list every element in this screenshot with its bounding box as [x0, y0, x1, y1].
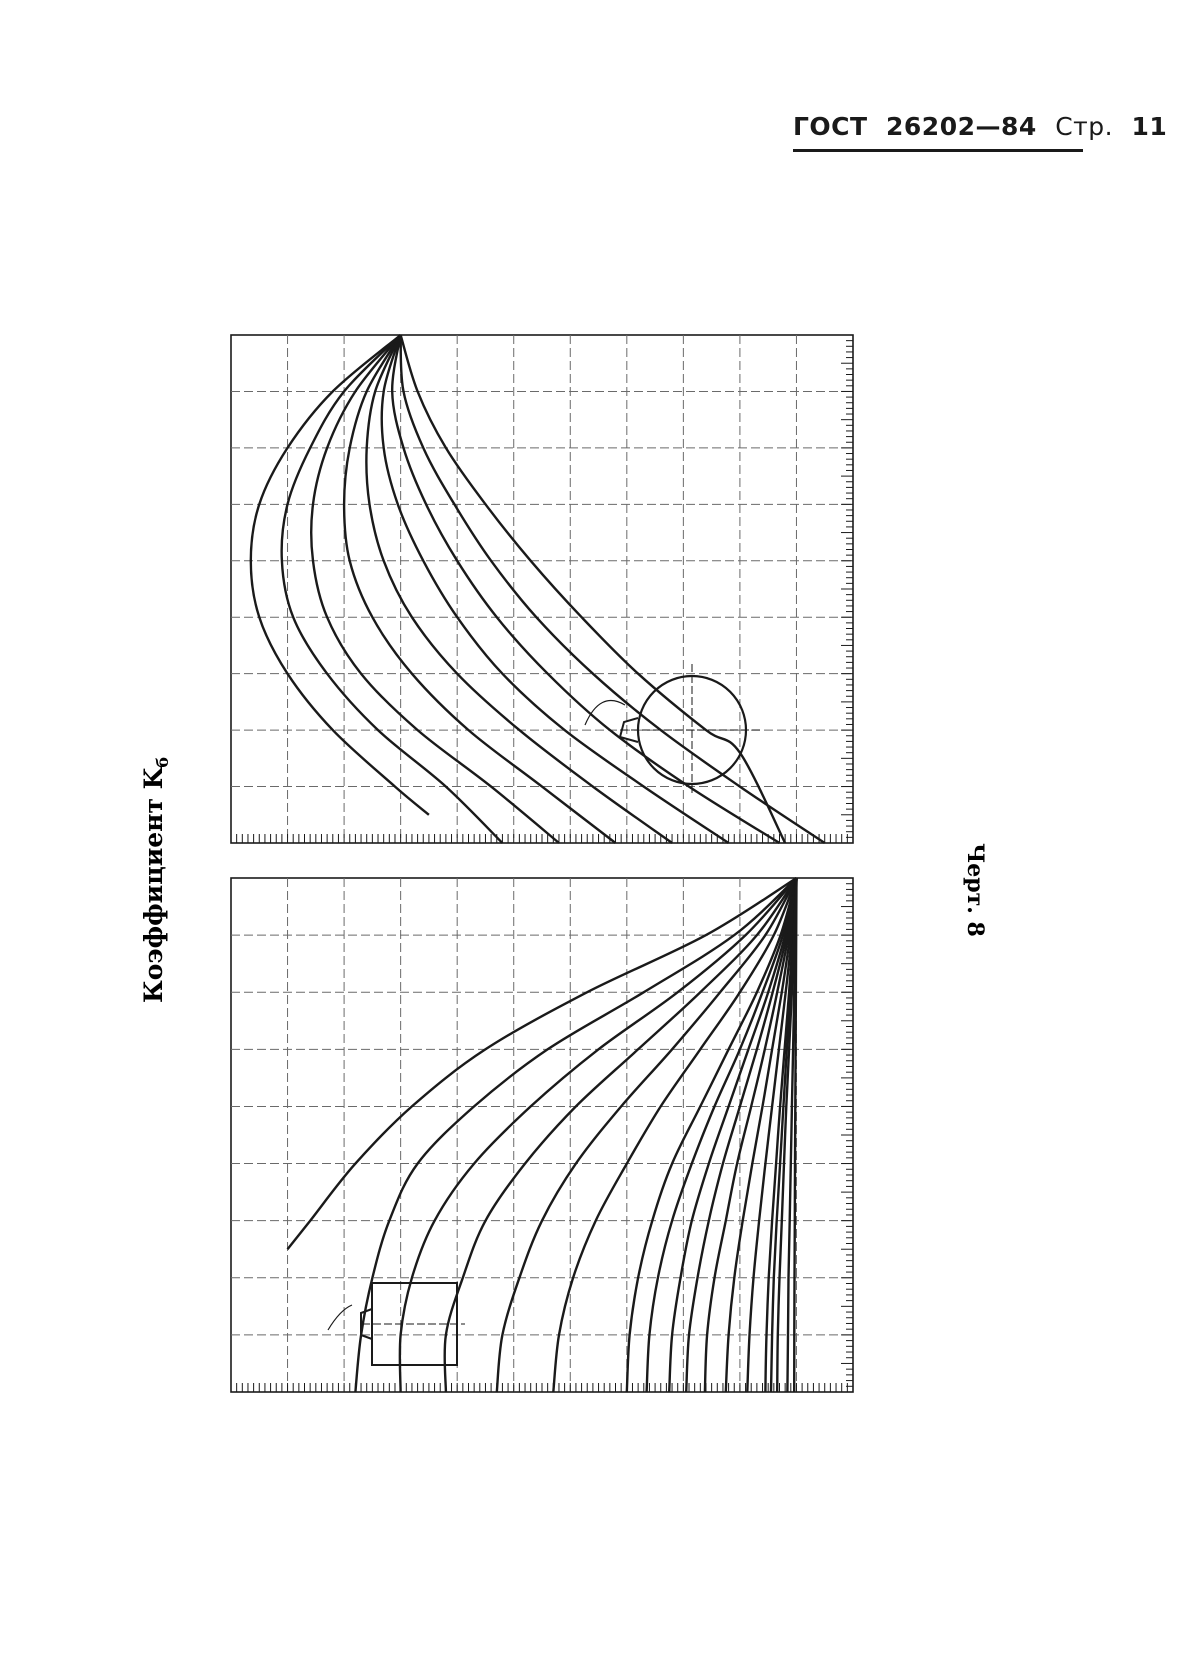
header-standard: ГОСТ: [793, 112, 868, 141]
inset-angle-arc: [585, 701, 625, 726]
plot-frame: [231, 878, 853, 1392]
series-line: [288, 878, 797, 1249]
header-page-label: Стр.: [1055, 112, 1114, 141]
series-line: [392, 335, 779, 843]
left-chart: [201, 878, 853, 1406]
inset-angle-arc: [328, 1305, 352, 1330]
series-line: [311, 335, 559, 843]
figure-title-sub: б: [153, 756, 172, 768]
series-line: [251, 335, 429, 815]
series-line: [344, 335, 615, 843]
plot-frame: [231, 335, 853, 843]
right-chart: [201, 335, 853, 857]
header-number: 26202—84: [886, 112, 1037, 141]
series-line: [401, 335, 785, 843]
series-line: [366, 335, 672, 843]
header-page-number: 11: [1131, 112, 1168, 141]
figure-title-main: Коэффициент K: [139, 767, 168, 1004]
figure-title: [139, 757, 172, 1003]
figure-caption: Черт. 8: [962, 843, 988, 937]
